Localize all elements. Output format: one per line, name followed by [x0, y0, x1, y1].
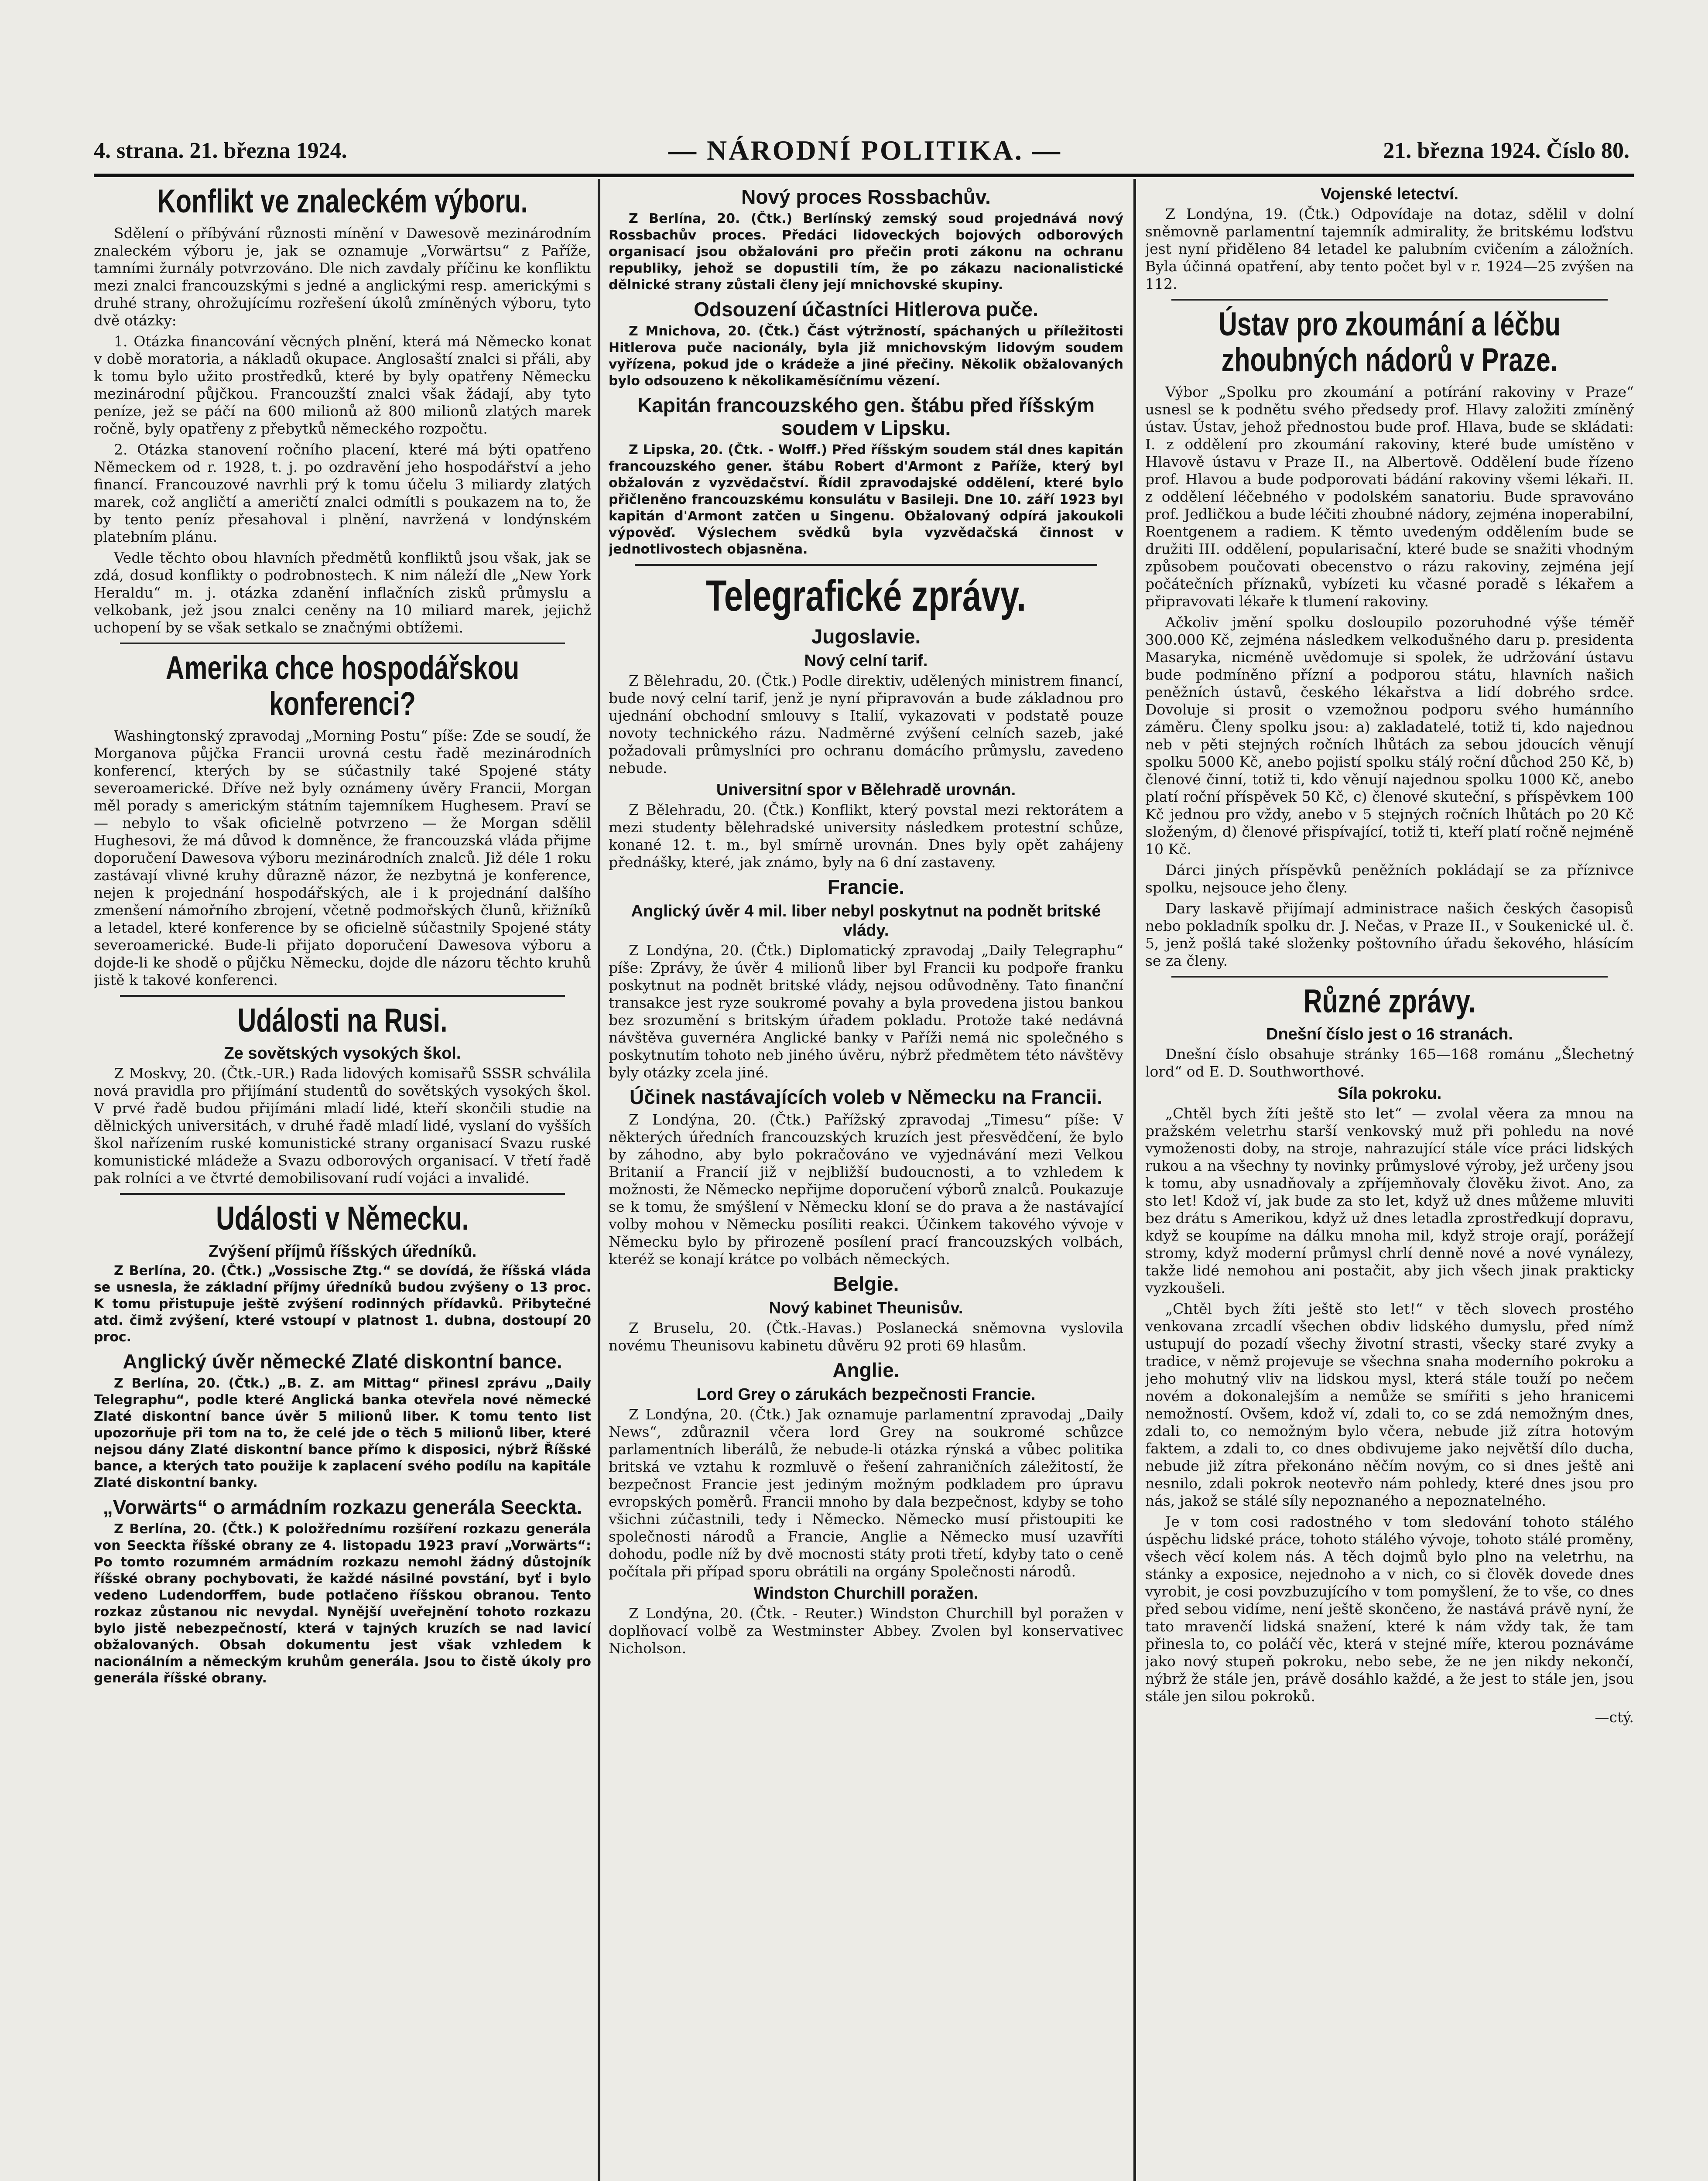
- article-paragraph: Z Bruselu, 20. (Čtk.-Havas.) Poslanecká sněmovna vyslovila novému Theunisovu kabinetu důvěru 92 proti 69 hlasům.: [609, 1320, 1123, 1354]
- article-separator: [120, 1193, 565, 1195]
- article-paragraph: Z Londýna, 20. (Čtk. - Reuter.) Windston Churchill byl poražen v doplňovací volbě za Westminster Abbey. Zvolen byl konservativec Nicholson.: [609, 1605, 1123, 1657]
- article-paragraph: Vedle těchto obou hlavních předmětů konfliktů jsou však, jak se zdá, dosud konflikty o podrobnostech. K nim náleží dle „New York Heraldu“ m. j. otázka zdanění inflačních zisků průmyslu a velkobank, jež jsou znalci ceněny na 10 miliard marek, jejichž uchopení by se však setkalo se značnými obtížemi.: [94, 549, 591, 636]
- article-paragraph: Z Mnichova, 20. (Čtk.) Část výtržností, spáchaných u příležitosti Hitlerova puče nacionály, byla již mnichovským lidovým soudem vyřízena, pokud jde o krádeže a jiné přečiny. Několik obžalovaných bylo odsouzeno k několikaměsíčnímu vězení.: [609, 324, 1123, 389]
- article-signature: —ctý.: [1595, 1709, 1634, 1726]
- article-subtitle: Nový kabinet Theunisův.: [769, 1299, 963, 1317]
- article-title: Ústav pro zkoumání a léčbu zhoubných nádorů v Praze.: [1218, 306, 1561, 379]
- article-paragraph: Z Londýna, 19. (Čtk.) Odpovídaje na dotaz, sdělil v dolní sněmovně parlamentní tajemník admirality, že britskému loďstvu jest nyní přiděleno 84 letadel ke palubním cvičením a záložních. Byla účinná opatření, aby tento počet byl v r. 1924—25 zvýšen na 112.: [1145, 205, 1634, 292]
- article-paragraph: Z Londýna, 20. (Čtk.) Pařížský zpravodaj „Timesu“ píše: V některých úředních francouzských kruzích jest přesvědčení, že bylo by záhodno, aby bylo pokračováno ve vyjednávání mezi Velkou Britanií a Francií již v nejbližší budoucnosti, a to vzhledem k možnosti, že Německo nepřijme doporučení výborů znalců. Poukazuje se k tomu, že smýšlení v Německu kloní se do prava a že nastávající volby mohou v Německu posíliti reakci. Účinkem takového vývoje v Německu bylo by přirozeně posílení prací francouzských volbách, kteréž se konají krátce po volbách německých.: [609, 1111, 1123, 1268]
- column-2: [609, 181, 1123, 2181]
- article-title: Amerika chce hospodářskou konferenci?: [165, 650, 520, 722]
- country-heading: Belgie.: [833, 1272, 899, 1295]
- country-heading: Jugoslavie.: [811, 625, 921, 648]
- section-title-misc: Různé zprávy.: [1303, 983, 1476, 1020]
- article-separator: [1171, 976, 1608, 978]
- article-subtitle: Dnešní číslo jest o 16 stranách.: [1266, 1025, 1513, 1043]
- article-subtitle: Windston Churchill poražen.: [753, 1584, 979, 1603]
- article-separator: [120, 643, 565, 644]
- article-title: Nový proces Rossbachův.: [741, 185, 991, 208]
- article-paragraph: Washingtonský zpravodaj „Morning Postu“ píše: Zde se soudí, že Morganova půjčka Francii urovná cestu řadě mezinárodních konferencí, kterých by se súčastnily také Spojené státy severoamerické. Dříve než byly oznámeny úvěry Francii, Morgan měl porady s americkým státním tajemníkem Hughesem. Praví se — nebylo to však oficielně potvrzeno — že Morgan sdělil Hughesovi, že má důvod k domněnce, že francouzská vláda přijme doporučení Dawesova výboru mezinárodních znalců. Již déle 1 roku zastávají vlivné kruhy důrazně názor, že nezbytná je konference, nejen k projednání hospodářských, ale i k projednání dalšího zmenšení námořního zbrojení, včetně podmořských člunů, křižníků a letadel, které konference by se oficielně súčastnily Spojené státy severoamerické. Bude-li přijato doporučení Dawesova výboru a dojde-li ke shodě o půjčku Německu, dojde dle názoru těchto kruhů jistě k takové konferenci.: [94, 727, 591, 988]
- column-1: [94, 181, 591, 2181]
- page-header: [94, 131, 1629, 170]
- article-paragraph: Z Moskvy, 20. (Čtk.-UR.) Rada lidových komisařů SSSR schválila nová pravidla pro přijímání studentů do sovětských vysokých škol. V prvé řadě budou přijímáni mladí lidé, kteří skončili studie na dělnických universitách, v druhé řadě mladí lidé, vyslaní do vyšších škol nařízením ruské komunistické strany organisací Svazu ruské komunistické mládeže a Svazu odborových organisací. V třetí řadě pak rolníci a ve čtvrté demobilisovaní rudí vojáci a invalidé.: [94, 1065, 591, 1186]
- header-date-left: 4. strana. 21. března 1924.: [94, 138, 347, 163]
- article-title: „Vorwärts“ o armádním rozkazu generála Seeckta.: [103, 1496, 582, 1518]
- article-paragraph: 2. Otázka stanovení ročního placení, které má býti opatřeno Německem od r. 1928, t. j. po ozdravění jeho hospodářství a jeho financí. Francouzové navrhli prý k tomu účelu 3 miliardy zlatých marek, což angličtí a američtí znalci odmítli s poukazem na to, že by tento peníz přesahoval i plnění, navržená v londýnském platebním plánu.: [94, 441, 591, 545]
- article-paragraph: Z Bělehradu, 20. (Čtk.) Konflikt, který povstal mezi rektorátem a mezi studenty bělehradské university následkem protestní schůze, konané 12. t. m., byl smírně urovnán. Dnes byly opět zahájeny přednášky, které, jak známo, byly na 6 dní zastaveny.: [609, 801, 1123, 871]
- article-paragraph: Z Londýna, 20. (Čtk.) Jak oznamuje parlamentní zpravodaj „Daily News“, zdůraznil včera lord Grey na soukromé schůzce parlamentních liberálů, že nebude-li otázka rýnská a vůbec politika britská ve vztahu k rozmluvě o řešení zahraničních záležitostí, že bezpečnost Francie jest jediným možným podkladem pro úpravu evropských poměrů. Francii mnoho by dala bezpečnost, kdyby se toho všichni zúčastnili, tedy i Německo. Německo musí přistoupiti ke společnosti národů a Francie, Anglie a Německo musí uzavříti dohodu, podle níž by dvě mocnosti státy proti třetí, kdyby tato o ceně počítala při případ sporu obrátili na orgány Společnosti národů.: [609, 1406, 1123, 1580]
- article-subtitle: Lord Grey o zárukách bezpečnosti Francie.: [696, 1385, 1036, 1404]
- country-heading: Anglie.: [832, 1359, 900, 1381]
- article-paragraph: Dary laskavě přijímají administrace našich českých časopisů nebo pokladník spolku dr. J. Nečas, v Praze II., v Soukenické ul. č. 5, jenž pošlá také složenky poštovního úřadu šekového, hlásícím se za členy.: [1145, 900, 1634, 969]
- article-title: Anglický úvěr německé Zlaté diskontní bance.: [123, 1350, 562, 1373]
- article-paragraph: Z Bělehradu, 20. (Čtk.) Podle direktiv, udělených ministrem financí, bude nový celní tarif, jenž je nyní připravován a bude základnou pro ujednání obchodní smlouvy s Italií, vykazovati v podstatě pouze novoty technického rázu. Nadměrné zvýšení celních sazeb, jaké požadovali průmyslníci pro ochranu domácího průmyslu, zavedeno nebude.: [609, 672, 1123, 776]
- article-paragraph: Z Berlína, 20. (Čtk.) Berlínský zemský soud projednává nový Rossbachův proces. Předáci lidoveckých bojových odborových organisací jsou obžalováni pro přečin proti zákonu na ochranu republiky, jehož se dopustili tím, že po zákazu nacionalistické dělnické strany zůstali členy její mnichovské skupiny.: [609, 211, 1123, 293]
- article-paragraph: Z Lipska, 20. (Čtk. - Wolff.) Před říšským soudem stál dnes kapitán francouzského gener. štábu Robert d'Armont z Paříže, který byl obžalován z vyzvědačství. Řídil zpravodajské oddělení, které bylo přičleněno francouzskému konsulátu v Basileji. Dne 10. září 1923 byl kapitán d'Armont zatčen u Singenu. Obžalovaný odpírá jakoukoli výpověď. Výslechem svědků byla vyzvědačská činnost v jednotlivostech objasněna.: [609, 442, 1123, 557]
- article-paragraph: Z Berlína, 20. (Čtk.) „B. Z. am Mittag“ přinesl zprávu „Daily Telegraphu“, podle které Anglická banka otevřela nové německé Zlaté diskontní bance úvěr 5 milionů liber. K tomu tento list upozorňuje při tom na to, že celé jde o těch 5 milionů liber, které nejsou dány Zlaté diskontní bance přímo k disposici, nýbrž Říšské bance, a kterých tato použije k zaplacení svého podílu na kapitále Zlaté diskontní banky.: [94, 1376, 591, 1490]
- article-title: Vojenské letectví.: [1320, 185, 1459, 203]
- article-paragraph: Dárci jiných příspěvků peněžních pokládají se za příznivce spolku, nejsouce jeho členy.: [1145, 861, 1634, 896]
- article-subtitle: Síla pokroku.: [1337, 1084, 1442, 1103]
- article-title: Účinek nastávajících voleb v Německu na Francii.: [629, 1086, 1103, 1108]
- article-subtitle: Zvýšení příjmů říšských úředníků.: [208, 1242, 477, 1261]
- column-divider-2: [1133, 179, 1136, 2181]
- column-3: [1145, 181, 1634, 2181]
- article-paragraph: „Chtěl bych žíti ještě sto let!“ v těch slovech prostého venkovana zrcadlí všechen obdiv lidského dumyslu, před nímž ustupují do pozadí všechy životní strasti, všecky staré zvyky a tradice, v němž projevuje se všechna snaha moderního pokroku a jeho mohutný vliv na lidskou mysl, která stále touží po nečem novém a dokonalejším a nemůže se smířiti s jeho hranicemi nemožností. Ovšem, kdož ví, zdali to, co se zdá nemožným dnes, zdali to, co nemožným bylo včera, nebude již zítra hotovým faktem, a zdali to, co dnes obdivujeme jako největší dílo ducha, nebude již zítra překonáno něčím novým, co si dnes ještě ani nesnilo, zdali pokrok neotevřo nám pohledy, které dnes jsou pro nás, jakož se stálé síly nepoznaného a nepoznatelného.: [1145, 1300, 1634, 1509]
- article-paragraph: „Chtěl bych žíti ještě sto let“ — zvolal věera za mnou na pražském veletrhu starší venkovský muž při pohledu na nové vymoženosti doby, na stroje, nahrazující stále více práci lidských rukou a na všechny ty novinky průmyslové výroby, jež určeny jsou k tomu, aby usnadňovaly a zpříjemňovaly člověku život. Ano, za sto let! Kdož ví, jak bude za sto let, když už dnes můžeme mluviti bez drátu s Amerikou, když už dnes letadla zprostředkují dopravu, když se koupíme na dálku mnoha mil, když stroje orají, porážejí stromy, když moderní průmysl chrlí denně nové a nové vynálezy, takže lidé nemohou ani postačit, aby jich všech jinak prakticky vyzkoušeli.: [1145, 1105, 1634, 1296]
- country-heading: Francie.: [827, 875, 905, 898]
- masthead: — NÁRODNÍ POLITIKA. —: [668, 135, 1062, 166]
- article-paragraph: 1. Otázka financování věcných plnění, která má Německo konat v době moratoria, a nákladů okupace. Anglosaští znalci si přáli, aby k tomu bylo užito prostředků, které by byly opatřeny Německu mezinárodní půjčkou. Francouzští znalci však žádají, aby tyto peníze, jež se páčí na 600 milionů až 800 milionů zlatých marek ročně, byly opatřeny z přebytků německého rozpočtu.: [94, 333, 591, 437]
- article-subtitle: Nový celní tarif.: [804, 652, 928, 670]
- article-separator: [120, 995, 565, 997]
- article-subtitle: Ze sovětských vysokých škol.: [224, 1044, 461, 1063]
- article-paragraph: Z Berlína, 20. (Čtk.) K položřednímu rozšíření rozkazu generála von Seeckta říšské obrany ze 4. listopadu 1923 praví „Vorwärts“: Po tomto rozumném armádním rozkazu nemohl žádný důstojník říšské obrany pochybovati, že každé násilné povstání, byť i bylo vedeno Ludendorffem, bude potlačeno říšskou obranou. Tento rozkaz zůstanou nic nevydal. Nynější uveřejnění tohoto rozkazu bylo jistě nebezpečností, která v tajných kruzích se nad lavicí obžalovaných. Obsah dokumentu jest však vzhledem k nacionálním a německým kruhům generála. Jsou to čistě úkoly pro generála říšské obrany.: [94, 1521, 591, 1686]
- article-paragraph: Ačkoliv jmění spolku dosloupilo pozoruhodné výše téměř 300.000 Kč, zejména následkem velkodušného daru p. presidenta Masaryka, nicméně uvědomuje si spolek, že udržování ústavu bude podmíněno přízní a podporou státu, hlavních našich peněžních ústavů, českého lékařstva a lidí dobrého srdce. Dovoluje si prosit o vzemožnou podporu svého humánního záměru. Členy spolku jsou: a) zakladatelé, totiž ti, kdo najednou neb v pěti stejných ročních lhůtách za sebou jdoucích věnují spolku 5000 Kč, anebo pojistí spolku stálý roční důchod 250 Kč, b) členové činní, totiž ti, kdo věnují najednou spolku 1000 Kč, anebo platí roční příspěvek 50 Kč, c) členové skuteční, s příspěvkem 100 Kč jednou pro vždy, anebo v 5 stejných ročních lhůtách po 20 Kč složeným, d) členové přispívající, totiž ti, kteří platí ročně nejméně 10 Kč.: [1145, 614, 1634, 858]
- article-title: Konflikt ve znaleckém výboru.: [157, 183, 528, 220]
- article-paragraph: Dnešní číslo obsahuje stránky 165—168 románu „Šlechetný lord“ od E. D. Southworthové.: [1145, 1046, 1634, 1080]
- column-divider-1: [598, 179, 600, 2181]
- article-separator: [635, 564, 1097, 566]
- article-title: Události na Rusi.: [237, 1002, 448, 1039]
- header-date-right: 21. března 1924. Číslo 80.: [1383, 138, 1629, 163]
- article-subtitle: Universitní spor v Bělehradě urovnán.: [716, 781, 1016, 799]
- header-rule: [94, 174, 1634, 177]
- article-title: Odsouzení účastníci Hitlerova puče.: [694, 298, 1038, 321]
- section-title-telegraphs: Telegrafické zprávy.: [705, 571, 1027, 620]
- article-paragraph: Z Londýna, 20. (Čtk.) Diplomatický zpravodaj „Daily Telegraphu“ píše: Zprávy, že úvěr 4 milionů liber byl Francii ku podpoře franku poskytnut na podnět britské vlády, nejsou odůvodněny. Tato finanční transakce jest ryze soukromé povahy a byla provedena jistou bankou bez srozumění s britským úřadem pokladu. Protože také nedávná návštěva guvernéra Anglické banky v Paříži nemá nic společného s poskytnutím tohoto neb jiného úvěru, nýbrž předmětem této návštěvy byly otázky zcela jiné.: [609, 942, 1123, 1081]
- article-paragraph: Výbor „Spolku pro zkoumání a potírání rakoviny v Praze“ usnesl se k podnětu svého předsedy prof. Hlavy založiti zmíněný ústav. Ústav, jehož přednostou bude prof. Hlava, bude se skládati: I. z oddělení pro zkoumání rakoviny, které bude umístěno v Hlavově ústavu v Praze II., na Albertově. Oddělení bude řízeno prof. Hlavou a bude podporovati bádání rakoviny všemi lékaři. II. z oddělení léčebného v podolském sanatoriu. Bude spravováno prof. Jedličkou a bude léčiti zhoubné nádory, zejména inoperabilní, Roentgenem a radiem. K těmto uvedeným oddělením bude se družiti III. oddělení, popularisační, které bude se snažiti vhodným způsobem poučovati obecenstvo o rázu rakoviny, zejména její počátečních příznaků, vybízeti ku včasné poradě s lékařem a připravovati lékaře k tlumení rakoviny.: [1145, 383, 1634, 610]
- article-separator: [1171, 299, 1608, 301]
- article-paragraph: Z Berlína, 20. (Čtk.) „Vossische Ztg.“ se dovídá, že říšská vláda se usnesla, že základní příjmy úředníků budou zvýšeny o 13 proc. K tomu přistupuje ještě zvýšení rodinných přídavků. Přibytečné atd. čimž zvýšení, které vstoupí v platnost 1. dubna, dostoupí 20 proc.: [94, 1263, 591, 1345]
- article-subtitle: Anglický úvěr 4 mil. liber nebyl poskytnut na podnět britské vlády.: [631, 902, 1101, 940]
- article-paragraph: Je v tom cosi radostného v tom sledování tohoto stálého úspěchu lidské práce, tohoto stálého vývoje, tohoto stálé proměny, všech věcí kolem nás. A těch dojmů bylo plno na veletrhu, na stánky a exposice, nejednoho a v nich, co si člověk dovede dnes vyrobit, je cosi povzbuzujícího v tom pomyšlení, že to vše, co dnes před sebou vidíme, není ještě skončeno, že nastává právě nyní, že tato mravenčí lidská snažení, které k nám vždy tak, že tam přinesla to, co poláčí věc, která v stejné míře, kterou poznáváme jako nový stupeň pokroku, nebo sebe, že ne jen nikdy nekončí, nýbrž že stále jen, právě dosáhlo každé, a že jest to stále jen, jsou stále jen silou pokroků.: [1145, 1513, 1634, 1705]
- article-title: Kapitán francouzského gen. štábu před říšským soudem v Lipsku.: [637, 394, 1095, 439]
- article-paragraph: Sdělení o příbývání různosti mínění v Dawesově mezinárodním znaleckém výboru je, jak se oznamuje „Vorwärtsu“ z Paříže, tamními žurnály potvrzováno. Dle nich zavdaly příčinu ke konfliktu mezi znalci francouzskými s jedné a anglickými resp. americkými s druhé strany, ohrožujícímu rozřešení úkolů zmíněných výboru, tyto dvě otázky:: [94, 225, 591, 329]
- article-title: Události v Německu.: [216, 1200, 469, 1237]
